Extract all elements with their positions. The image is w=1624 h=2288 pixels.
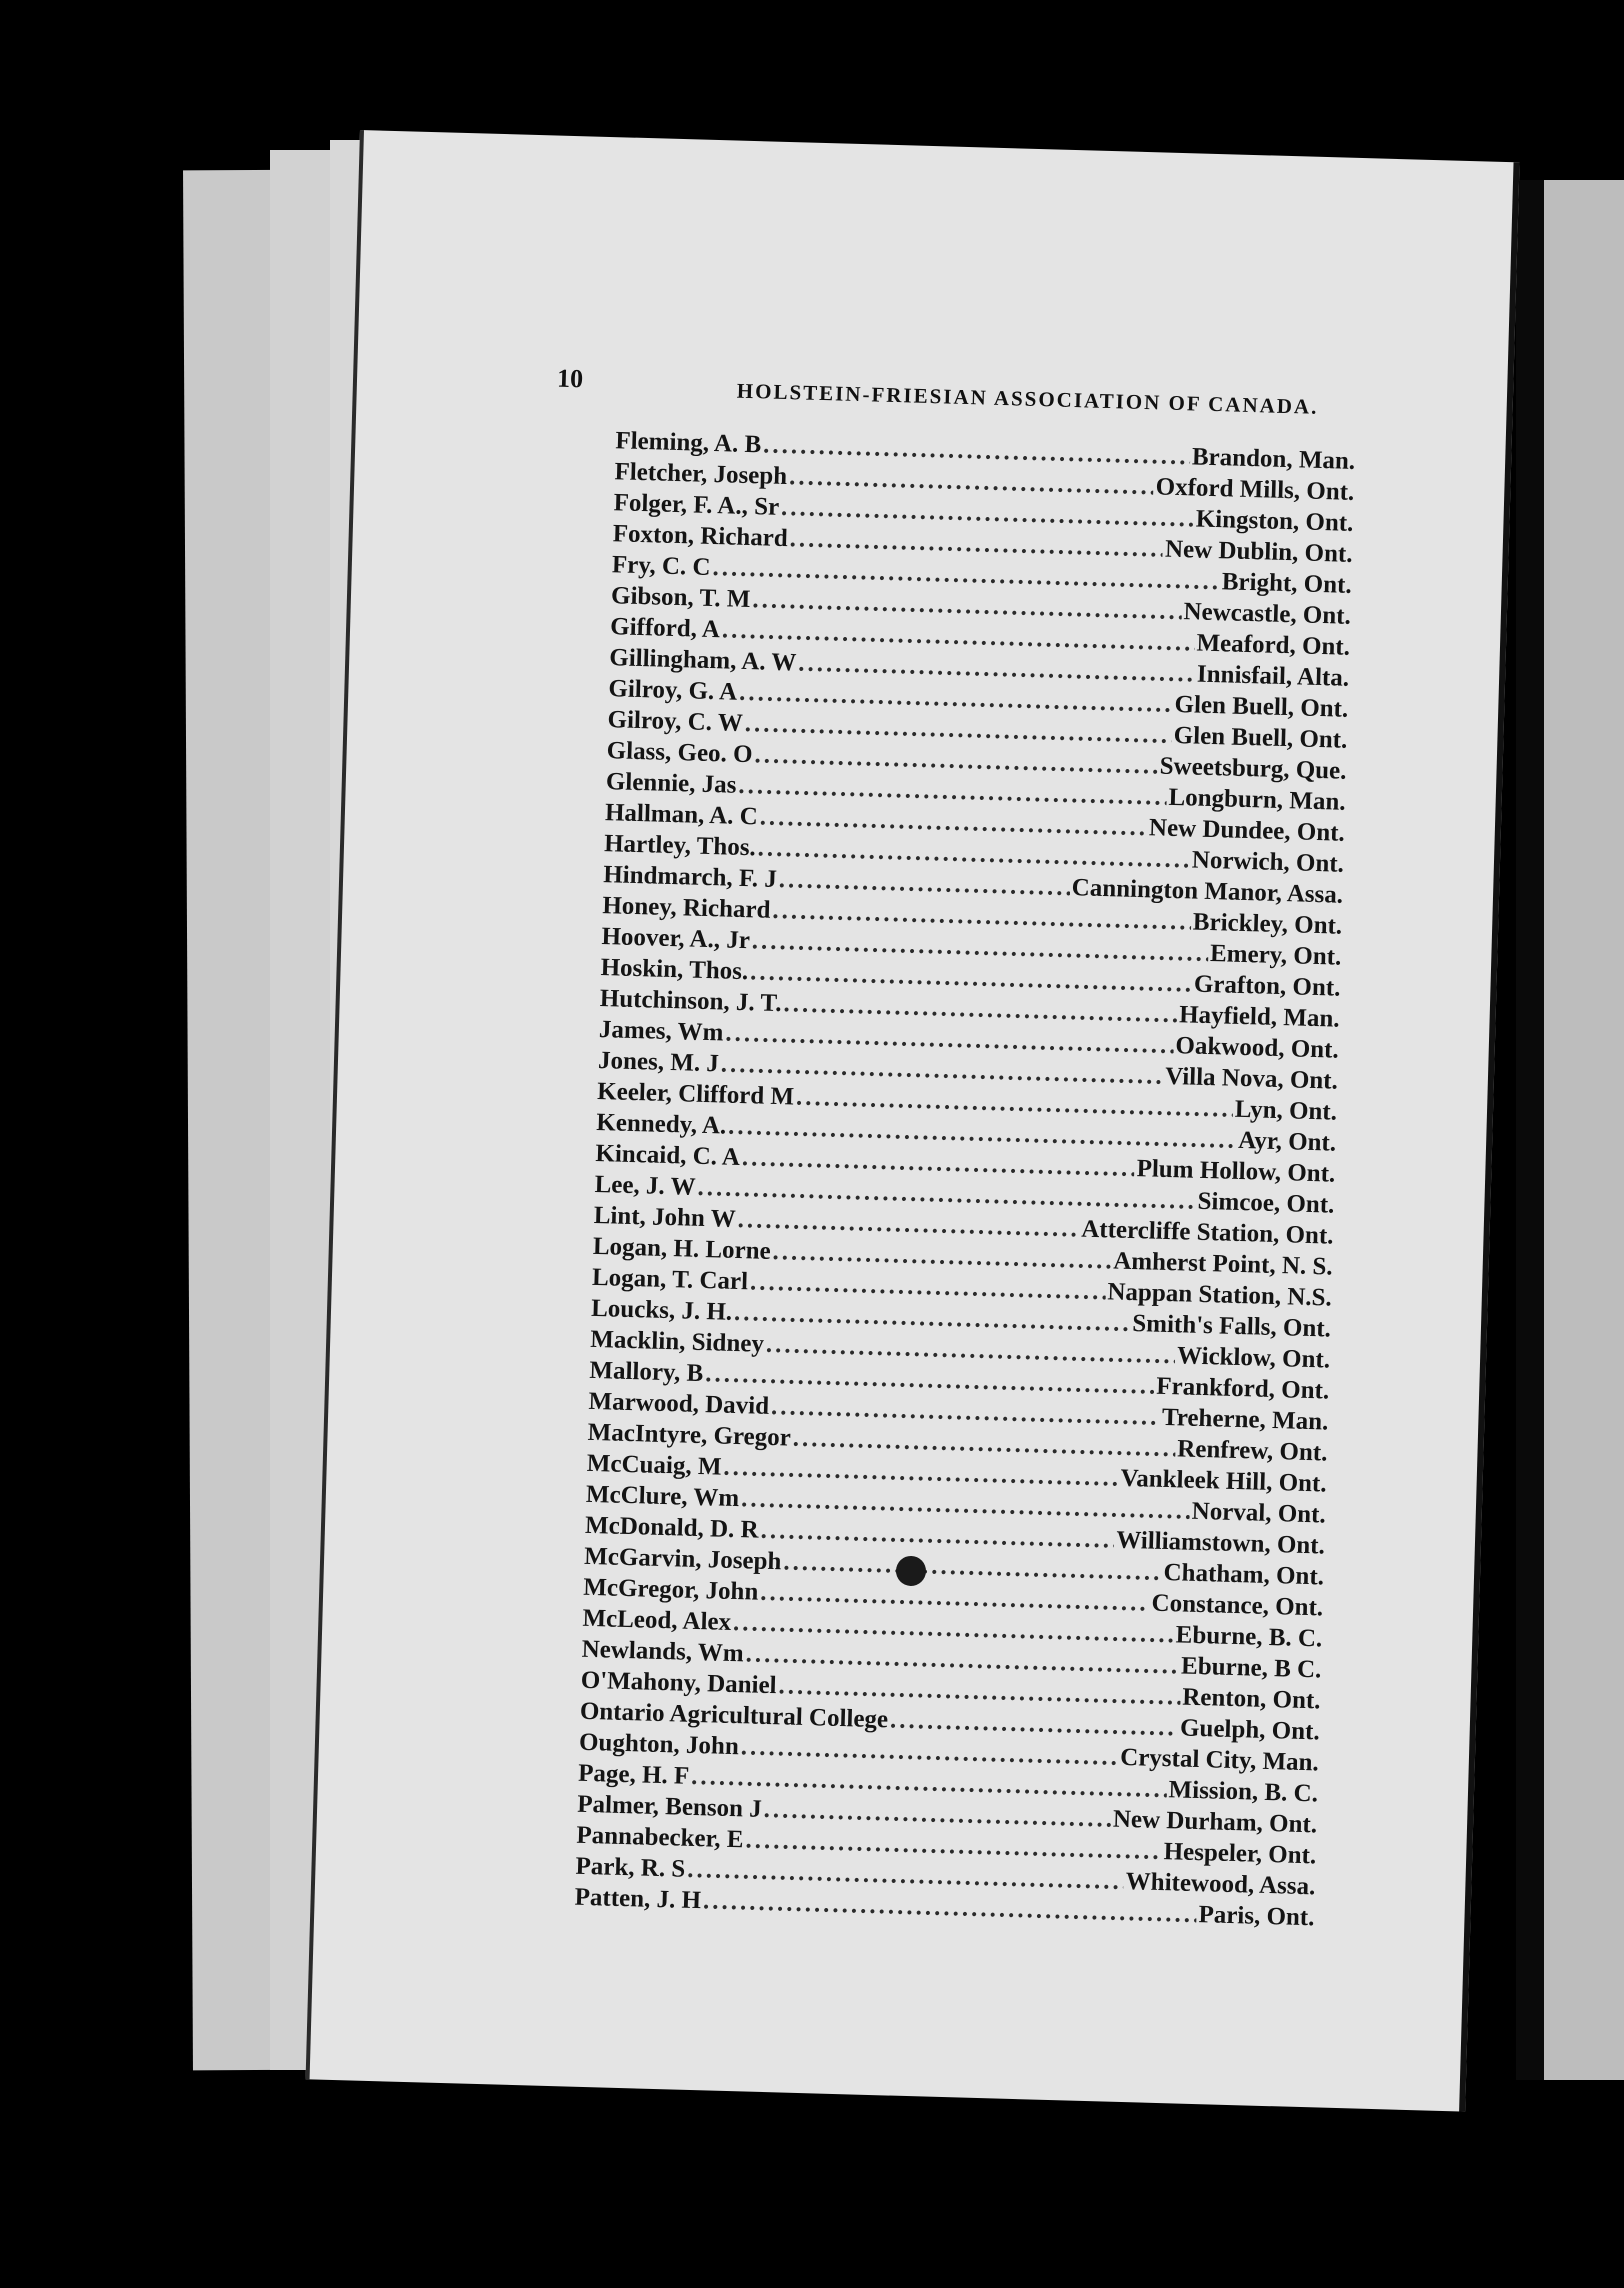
member-location: Hespeler, Ont. bbox=[1163, 1838, 1317, 1870]
member-name: Logan, T. Carl bbox=[591, 1263, 749, 1296]
member-name: Fleming, A. B bbox=[615, 427, 762, 459]
member-name: Foxton, Richard bbox=[612, 520, 789, 553]
member-location: Renton, Ont. bbox=[1181, 1683, 1321, 1715]
member-location: Smith's Falls, Ont. bbox=[1131, 1310, 1332, 1343]
member-name: Gilroy, C. W bbox=[607, 706, 744, 737]
member-name: Hoover, A., Jr bbox=[601, 923, 751, 955]
member-location: Villa Nova, Ont. bbox=[1164, 1062, 1339, 1095]
member-name: McGarvin, Joseph bbox=[583, 1542, 782, 1576]
member-name: Honey, Richard bbox=[602, 892, 771, 924]
member-location: Crystal City, Man. bbox=[1119, 1743, 1320, 1777]
member-name: Keeler, Clifford M bbox=[596, 1078, 795, 1111]
member-location: New Dundee, Ont. bbox=[1148, 814, 1346, 847]
member-name: Lint, John W bbox=[593, 1201, 737, 1233]
member-name: McClure, Wm bbox=[585, 1480, 740, 1513]
member-location: Innisfail, Alta. bbox=[1196, 660, 1350, 692]
member-name: Kennedy, A. bbox=[596, 1108, 727, 1140]
member-name: Gilroy, G. A bbox=[608, 675, 738, 706]
member-name: Oughton, John bbox=[578, 1728, 740, 1761]
member-location: Oakwood, Ont. bbox=[1175, 1032, 1340, 1064]
member-location: Williamstown, Ont. bbox=[1115, 1526, 1326, 1560]
member-name: Newlands, Wm bbox=[581, 1635, 745, 1668]
member-name: McCuaig, M bbox=[586, 1449, 722, 1481]
member-name: Hallman, A. C bbox=[604, 799, 759, 831]
member-location: Plum Hollow, Ont. bbox=[1136, 1155, 1336, 1188]
member-name: Patten, J. H bbox=[574, 1883, 702, 1915]
member-location: Eburne, B C. bbox=[1180, 1652, 1322, 1684]
member-location: Eburne, B. C. bbox=[1175, 1621, 1323, 1653]
member-name: Pannabecker, E bbox=[576, 1821, 744, 1854]
member-location: Glen Buell, Ont. bbox=[1174, 690, 1349, 723]
member-name: Hoskin, Thos. bbox=[600, 954, 749, 986]
member-name: MacIntyre, Gregor bbox=[587, 1418, 792, 1452]
member-name: Palmer, Benson J bbox=[576, 1790, 763, 1823]
member-name: Park, R. S bbox=[575, 1852, 686, 1883]
member-name: James, Wm bbox=[598, 1016, 724, 1047]
member-name: Glass, Geo. O bbox=[606, 737, 753, 769]
member-location: Meaford, Ont. bbox=[1196, 629, 1351, 661]
member-location: Norwich, Ont. bbox=[1191, 846, 1345, 878]
member-location: Wicklow, Ont. bbox=[1176, 1342, 1331, 1374]
member-location: Cannington Manor, Assa. bbox=[1071, 874, 1344, 909]
member-name: Jones, M. J bbox=[597, 1047, 720, 1078]
member-name: McDonald, D. R bbox=[584, 1511, 760, 1544]
member-location: Mission, B. C. bbox=[1168, 1776, 1319, 1808]
member-location: Emery, Ont. bbox=[1209, 940, 1342, 971]
member-name: Ontario Agricultural College bbox=[579, 1697, 889, 1734]
member-name: McLeod, Alex bbox=[582, 1604, 732, 1636]
member-location: Amherst Point, N. S. bbox=[1112, 1247, 1334, 1281]
member-name: Gillingham, A. W bbox=[608, 644, 797, 677]
member-location: Chatham, Ont. bbox=[1163, 1559, 1325, 1591]
member-name: Macklin, Sidney bbox=[589, 1325, 765, 1358]
member-location: Kingston, Ont. bbox=[1195, 505, 1354, 537]
member-location: Norval, Ont. bbox=[1191, 1497, 1327, 1529]
member-name: Hindmarch, F. J bbox=[602, 861, 778, 893]
member-name: Marwood, David bbox=[588, 1387, 770, 1420]
member-name: Gibson, T. M bbox=[610, 582, 751, 614]
member-name: Fletcher, Joseph bbox=[614, 458, 788, 491]
member-name: Logan, H. Lorne bbox=[592, 1232, 772, 1265]
book-page bbox=[306, 130, 1520, 2112]
member-location: Sweetsburg, Que. bbox=[1159, 752, 1347, 785]
member-name: Glennie, Jas bbox=[605, 768, 737, 799]
member-name: Fry, C. C bbox=[611, 551, 711, 581]
member-location: Paris, Ont. bbox=[1198, 1901, 1315, 1932]
member-name: Page, H. F bbox=[577, 1759, 690, 1790]
member-name: Hutchinson, J. T. bbox=[599, 985, 782, 1018]
member-location: Constance, Ont. bbox=[1151, 1589, 1324, 1622]
member-location: Ayr, Ont. bbox=[1237, 1126, 1337, 1157]
member-location: Renfrew, Ont. bbox=[1176, 1435, 1328, 1467]
member-location: Newcastle, Ont. bbox=[1183, 598, 1352, 630]
facing-page-edge bbox=[1516, 180, 1624, 2080]
member-location: Lyn, Ont. bbox=[1234, 1095, 1338, 1126]
member-location: Frankford, Ont. bbox=[1155, 1372, 1330, 1405]
member-location: Grafton, Ont. bbox=[1193, 970, 1341, 1002]
member-location: Oxford Mills, Ont. bbox=[1155, 473, 1355, 506]
member-location: Vankleek Hill, Ont. bbox=[1120, 1464, 1327, 1498]
member-name: McGregor, John bbox=[583, 1573, 759, 1606]
member-list bbox=[574, 427, 1355, 1935]
member-name: Hartley, Thos. bbox=[603, 830, 757, 862]
member-location: Simcoe, Ont. bbox=[1197, 1187, 1335, 1219]
running-head: HOLSTEIN-FRIESIAN ASSOCIATION OF CANADA. bbox=[736, 378, 1319, 419]
member-name: Folger, F. A., Sr bbox=[613, 489, 780, 521]
member-name: Lee, J. W bbox=[594, 1170, 696, 1201]
member-location: Longburn, Man. bbox=[1168, 783, 1346, 816]
member-location: Brandon, Man. bbox=[1191, 443, 1356, 475]
member-name: Mallory, B bbox=[589, 1356, 704, 1388]
member-location: New Durham, Ont. bbox=[1112, 1805, 1318, 1839]
member-name: Kincaid, C. A bbox=[595, 1139, 741, 1172]
member-location: Attercliffe Station, Ont. bbox=[1080, 1215, 1334, 1250]
member-name: Gifford, A bbox=[609, 613, 721, 644]
member-name: Loucks, J. H. bbox=[590, 1294, 733, 1326]
member-location: Bright, Ont. bbox=[1221, 568, 1353, 599]
member-location: Whitewood, Assa. bbox=[1125, 1868, 1316, 1901]
page-number: 10 bbox=[556, 363, 584, 394]
member-location: Treherne, Man. bbox=[1161, 1403, 1329, 1436]
member-location: Hayfield, Man. bbox=[1178, 1001, 1340, 1033]
member-location: Glen Buell, Ont. bbox=[1173, 721, 1348, 754]
member-location: New Dublin, Ont. bbox=[1164, 535, 1353, 568]
member-location: Brickley, Ont. bbox=[1192, 908, 1343, 940]
member-location: Guelph, Ont. bbox=[1179, 1714, 1321, 1746]
member-location: Nappan Station, N.S. bbox=[1107, 1278, 1333, 1312]
member-name: O'Mahony, Daniel bbox=[580, 1666, 777, 1700]
